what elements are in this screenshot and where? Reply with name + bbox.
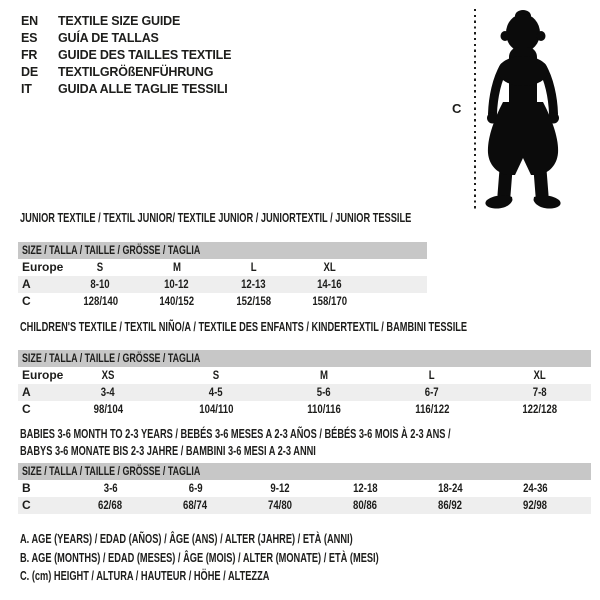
table-cell: 9-12 — [270, 481, 291, 495]
table-cell: 74/80 — [268, 498, 293, 512]
table-cell: XL — [533, 368, 547, 382]
table-row — [18, 293, 427, 310]
row-label: B — [22, 481, 31, 495]
size-header-bar — [18, 463, 591, 480]
language-line-fr — [21, 47, 231, 64]
size-header-text: SIZE / TALLA / TAILLE / GRÖSSE / TAGLIA — [22, 243, 201, 257]
legend-line-a — [20, 530, 505, 549]
table-cell: 3-6 — [103, 481, 118, 495]
table-row — [18, 480, 591, 497]
table-row — [18, 384, 591, 401]
row-label: C — [22, 402, 31, 416]
table-cell: 152/158 — [235, 294, 271, 308]
table-cell: M — [320, 368, 328, 382]
table-cell: 4-5 — [209, 385, 223, 399]
table-cell: 80/86 — [353, 498, 378, 512]
legend-line-c — [20, 567, 505, 586]
table-cell: 140/152 — [159, 294, 195, 308]
table-cell: 12-18 — [353, 481, 378, 495]
table-row — [18, 401, 591, 418]
language-title: TEXTILGRÖßENFÜHRUNG — [58, 64, 214, 79]
row-label: Europe — [22, 260, 64, 274]
table-cell: 158/170 — [312, 294, 348, 308]
height-measure-label: C — [452, 101, 462, 116]
table-cell: 5-6 — [317, 385, 331, 399]
toddler-silhouette-icon — [479, 7, 569, 210]
language-title: GUIDA ALLE TAGLIE TESSILI — [58, 81, 228, 96]
children-size-table — [18, 350, 591, 418]
language-code: DE — [21, 64, 38, 79]
size-header-bar — [18, 350, 591, 367]
table-cell: S — [97, 260, 104, 274]
row-label: A — [22, 277, 31, 291]
legend-line-b — [20, 549, 505, 568]
table-row — [18, 276, 427, 293]
table-cell: 62/68 — [98, 498, 123, 512]
table-cell: 86/92 — [438, 498, 463, 512]
language-code: FR — [21, 47, 38, 62]
size-header-text: SIZE / TALLA / TAILLE / GRÖSSE / TAGLIA — [22, 351, 201, 365]
language-code: IT — [21, 81, 32, 96]
language-line-it — [21, 80, 231, 97]
language-line-en — [21, 13, 231, 30]
children-table-title — [20, 319, 600, 336]
junior-table-title — [20, 210, 549, 227]
table-cell: 104/110 — [198, 402, 234, 416]
table-cell: 68/74 — [183, 498, 208, 512]
table-cell: 128/140 — [82, 294, 118, 308]
table-cell: XS — [101, 368, 115, 382]
table-cell: S — [212, 368, 220, 382]
table-cell: 110/116 — [307, 402, 341, 416]
table-cell: 122/128 — [522, 402, 558, 416]
table-cell: 116/122 — [414, 402, 450, 416]
junior-table-title-text: JUNIOR TEXTILE / TEXTIL JUNIOR/ TEXTILE JUNIOR / JUNIORTEXTIL / JUNIOR TESSILE — [20, 211, 412, 225]
table-cell: L — [250, 260, 257, 274]
table-cell: L — [429, 368, 435, 382]
language-code: EN — [21, 14, 38, 29]
table-cell: 92/98 — [523, 498, 548, 512]
table-cell: 6-9 — [188, 481, 203, 495]
size-header-text: SIZE / TALLA / TAILLE / GRÖSSE / TAGLIA — [22, 464, 201, 478]
legend-a-text: A. AGE (YEARS) / EDAD (AÑOS) / ÂGE (ANS) / ALTER (JAHRE) / ETÀ (ANNI) — [20, 532, 353, 546]
table-cell: 98/104 — [93, 402, 123, 416]
language-title: GUÍA DE TALLAS — [58, 31, 159, 46]
legend-c-text: C. (cm) HEIGHT / ALTURA / HAUTEUR / HÖHE / ALTEZZA — [20, 569, 270, 583]
language-code: ES — [21, 31, 38, 46]
table-cell: 7-8 — [533, 385, 547, 399]
row-label: A — [22, 385, 31, 399]
size-header-bar — [18, 242, 427, 259]
table-cell: 10-12 — [164, 277, 190, 291]
language-title: TEXTILE SIZE GUIDE — [58, 14, 181, 29]
table-cell: 12-13 — [240, 277, 266, 291]
row-label: Europe — [22, 368, 64, 382]
babies-table-title-line1: BABIES 3-6 MONTH TO 2-3 YEARS / BEBÉS 3-6 MESES A 2-3 AÑOS / BÉBÉS 3-6 MOIS À 2-3 ANS / — [20, 427, 451, 441]
row-label: C — [22, 294, 31, 308]
table-row — [18, 259, 427, 276]
legend-b-text: B. AGE (MONTHS) / EDAD (MESES) / ÂGE (MOIS) / ALTER (MONATE) / ETÀ (MESI) — [20, 550, 379, 565]
babies-table-title-line2: BABYS 3-6 MONATE BIS 2-3 JAHRE / BAMBINI 3-6 MESI A 2-3 ANNI — [20, 443, 316, 458]
row-label: C — [22, 498, 31, 512]
table-row — [18, 367, 591, 384]
table-cell: XL — [323, 260, 336, 274]
table-row — [18, 497, 591, 514]
language-line-es — [21, 30, 231, 47]
junior-size-table — [18, 242, 427, 310]
babies-table-title — [20, 426, 600, 459]
language-title: GUIDE DES TAILLES TEXTILE — [58, 47, 232, 62]
table-cell: 8-10 — [90, 277, 110, 291]
height-measure-dotted-line — [474, 9, 476, 210]
table-cell: 24-36 — [523, 481, 548, 495]
table-cell: 18-24 — [438, 481, 463, 495]
table-cell: 3-4 — [101, 385, 115, 399]
language-line-de — [21, 63, 231, 80]
children-table-title-text: CHILDREN'S TEXTILE / TEXTIL NIÑO/A / TEXTILE DES ENFANTS / KINDERTEXTIL / BAMBINI TESSILE — [20, 320, 468, 334]
table-cell: M — [172, 260, 181, 274]
language-guide — [21, 13, 231, 97]
babies-size-table — [18, 463, 591, 514]
legend — [20, 530, 505, 586]
table-cell: 6-7 — [425, 385, 439, 399]
table-cell: 14-16 — [317, 277, 343, 291]
